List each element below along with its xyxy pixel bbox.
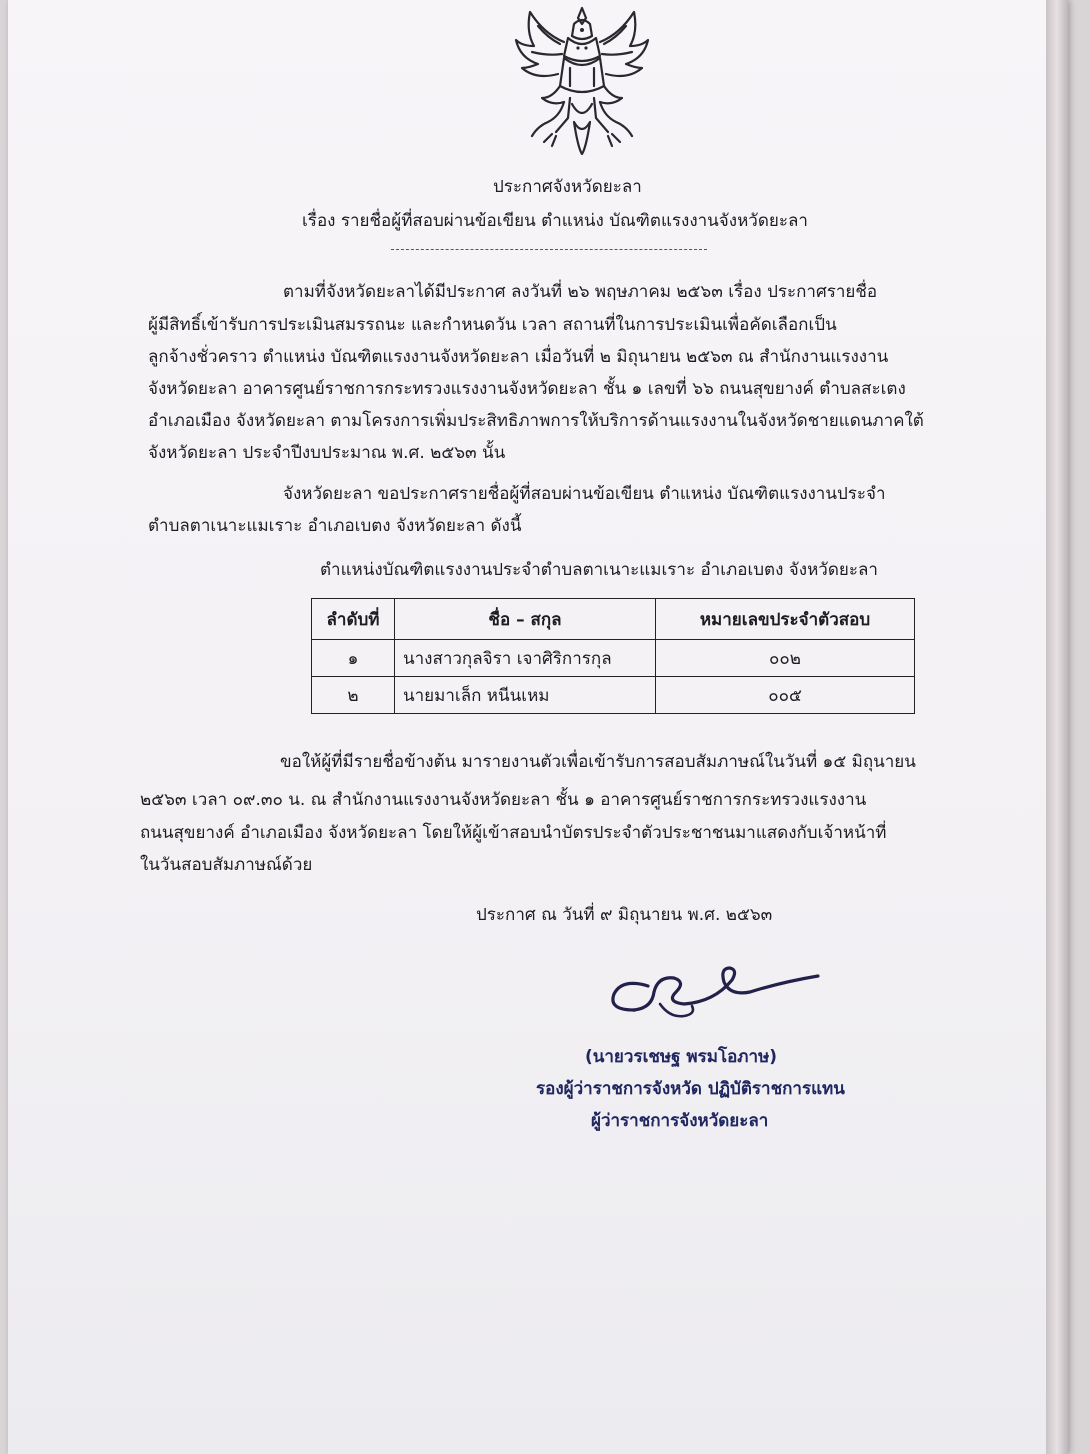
passed-candidates-table [311, 598, 915, 714]
table-header-row [312, 599, 915, 640]
paragraph-2-line-1: จังหวัดยะลา ขอประกาศรายชื่อผู้ที่สอบผ่านข้อเขียน ตำแหน่ง บัณฑิตแรงงานประจำ [283, 484, 886, 504]
cell-name: นางสาวกุลจิรา เจาศิริการกุล [395, 640, 656, 677]
column-header-name: ชื่อ – สกุล [395, 599, 656, 640]
paragraph-1-line-2: ผู้มีสิทธิ์เข้ารับการประเมินสมรรถนะ และกำหนดวัน เวลา สถานที่ในการประเมินเพื่อคัดเลือกเป็น [148, 315, 837, 335]
paragraph-1-line-5: อำเภอเมือง จังหวัดยะลา ตามโครงการเพิ่มประสิทธิภาพการให้บริการด้านแรงงานในจังหวัดชายแดนภาคใต้ [148, 411, 924, 431]
paragraph-3-line-2: ๒๕๖๓ เวลา ๐๙.๓๐ น. ณ สำนักงานแรงงานจังหวัดยะลา ชั้น ๑ อาคารศูนย์ราชการกระทรวงแรงงาน [140, 790, 867, 810]
cell-exam-id: ๐๐๕ [656, 677, 915, 714]
document-subject: เรื่อง รายชื่อผู้ที่สอบผ่านข้อเขียน ตำแหน่ง บัณฑิตแรงงานจังหวัดยะลา [302, 211, 808, 231]
signatory-name: (นายวรเชษฐ พรมโอภาษ) [585, 1047, 778, 1067]
cell-exam-id: ๐๐๒ [656, 640, 915, 677]
divider [391, 249, 707, 250]
cell-order: ๑ [312, 640, 395, 677]
paragraph-1-line-1: ตามที่จังหวัดยะลาได้มีประกาศ ลงวันที่ ๒๖ พฤษภาคม ๒๕๖๓ เรื่อง ประกาศรายชื่อ [283, 282, 878, 302]
column-header-exam-id: หมายเลขประจำตัวสอบ [656, 599, 915, 640]
signatory-position-1: รองผู้ว่าราชการจังหวัด ปฏิบัติราชการแทน [536, 1079, 845, 1099]
table-row [312, 640, 915, 677]
paragraph-1-line-3: ลูกจ้างชั่วคราว ตำแหน่ง บัณฑิตแรงงานจังหวัดยะลา เมื่อวันที่ ๒ มิถุนายน ๒๕๖๓ ณ สำนักงานแรงงาน [148, 347, 889, 367]
table-row [312, 677, 915, 714]
paragraph-1-line-4: จังหวัดยะลา อาคารศูนย์ราชการกระทรวงแรงงานจังหวัดยะลา ชั้น ๑ เลขที่ ๖๖ ถนนสุขยางค์ ตำบลสะเตง [148, 379, 906, 399]
page-edge [1046, 0, 1068, 1454]
cell-name: นายมาเล็ก หนีนเหม [395, 677, 656, 714]
column-header-order: ลำดับที่ [312, 599, 395, 640]
handwritten-signature [604, 958, 826, 1036]
paragraph-3-line-1: ขอให้ผู้ที่มีรายชื่อข้างต้น มารายงานตัวเพื่อเข้ารับการสอบสัมภาษณ์ในวันที่ ๑๕ มิถุนายน [280, 752, 916, 772]
paragraph-3-line-3: ถนนสุขยางค์ อำเภอเมือง จังหวัดยะลา โดยให้ผู้เข้าสอบนำบัตรประจำตัวประชาชนมาแสดงกับเจ้าหน้าที่ [140, 823, 887, 843]
paragraph-2-line-2: ตำบลตาเนาะแมเราะ อำเภอเบตง จังหวัดยะลา ดังนี้ [148, 516, 522, 536]
announcement-date: ประกาศ ณ วันที่ ๙ มิถุนายน พ.ศ. ๒๕๖๓ [476, 905, 773, 925]
garuda-emblem-icon [508, 2, 656, 160]
paragraph-3-line-4: ในวันสอบสัมภาษณ์ด้วย [140, 855, 313, 875]
table-caption: ตำแหน่งบัณฑิตแรงงานประจำตำบลตาเนาะแมเราะ อำเภอเบตง จังหวัดยะลา [320, 560, 878, 580]
paragraph-1-line-6: จังหวัดยะลา ประจำปีงบประมาณ พ.ศ. ๒๕๖๓ นั้น [148, 443, 506, 463]
document-page [8, 0, 1068, 1454]
cell-order: ๒ [312, 677, 395, 714]
document-title: ประกาศจังหวัดยะลา [493, 177, 642, 197]
signatory-position-2: ผู้ว่าราชการจังหวัดยะลา [591, 1111, 769, 1131]
